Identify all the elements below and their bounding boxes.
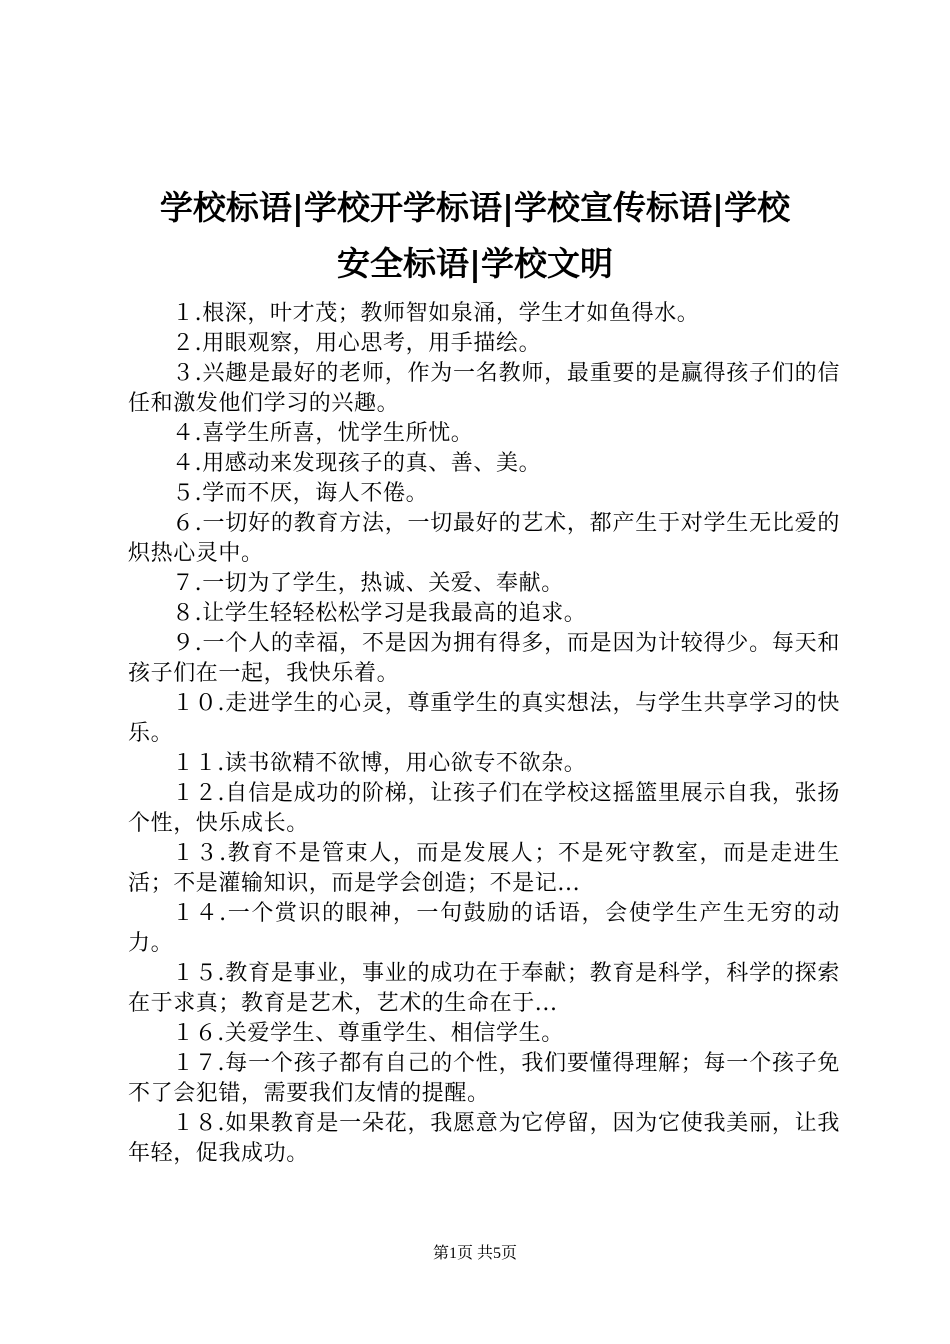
slogan-paragraph: １１.读书欲精不欲博，用心欲专不欲杂。 <box>172 751 587 776</box>
title-line-1: 学校标语|学校开学标语|学校宣传标语|学校 <box>159 188 791 227</box>
slogan-paragraph: １２.自信是成功的阶梯，让孩子们在学校这摇篮里展示自我，张扬个性，快乐成长。 <box>128 781 840 836</box>
slogan-paragraph: ７.一切为了学生，热诚、关爱、奉献。 <box>172 571 564 596</box>
slogan-paragraph: １７.每一个孩子都有自己的个性，我们要懂得理解；每一个孩子免不了会犯错，需要我们友情的提醒。 <box>128 1051 840 1106</box>
slogan-paragraph: ９.一个人的幸福，不是因为拥有得多，而是因为计较得少。每天和孩子们在一起，我快乐着。 <box>128 631 840 686</box>
slogan-paragraph: １６.关爱学生、尊重学生、相信学生。 <box>172 1021 564 1046</box>
slogan-paragraph: ３.兴趣是最好的老师，作为一名教师，最重要的是赢得孩子们的信任和激发他们学习的兴趣。 <box>128 361 840 416</box>
document-title <box>120 180 830 292</box>
slogan-paragraph: ５.学而不厌，诲人不倦。 <box>172 481 429 506</box>
slogan-paragraph: １０.走进学生的心灵，尊重学生的真实想法，与学生共享学习的快乐。 <box>128 691 840 746</box>
slogan-paragraph: １５.教育是事业，事业的成功在于奉献；教育是科学，科学的探索在于求真；教育是艺术，艺术的生命在于... <box>128 961 840 1016</box>
document-body <box>128 299 840 1169</box>
slogan-paragraph: ２.用眼观察，用心思考，用手描绘。 <box>172 331 542 356</box>
slogan-paragraph: １３.教育不是管束人，而是发展人；不是死守教室，而是走进生活；不是灌输知识，而是学会创造；不是记... <box>128 841 840 896</box>
slogan-paragraph: ４.喜学生所喜，忧学生所忧。 <box>172 421 474 446</box>
slogan-paragraph: １４.一个赏识的眼神，一句鼓励的话语，会使学生产生无穷的动力。 <box>128 901 840 956</box>
slogan-paragraph: ６.一切好的教育方法，一切最好的艺术，都产生于对学生无比爱的炽热心灵中。 <box>128 511 840 566</box>
slogan-paragraph: １.根深，叶才茂；教师智如泉涌，学生才如鱼得水。 <box>172 301 700 326</box>
slogan-paragraph: ４.用感动来发现孩子的真、善、美。 <box>172 451 542 476</box>
slogan-paragraph: ８.让学生轻轻松松学习是我最高的追求。 <box>172 601 587 626</box>
page-footer: 第1页 共5页 <box>432 1245 517 1262</box>
slogan-paragraph: １８.如果教育是一朵花，我愿意为它停留，因为它使我美丽，让我年轻，促我成功。 <box>128 1111 840 1166</box>
title-line-2: 安全标语|学校文明 <box>336 244 614 283</box>
